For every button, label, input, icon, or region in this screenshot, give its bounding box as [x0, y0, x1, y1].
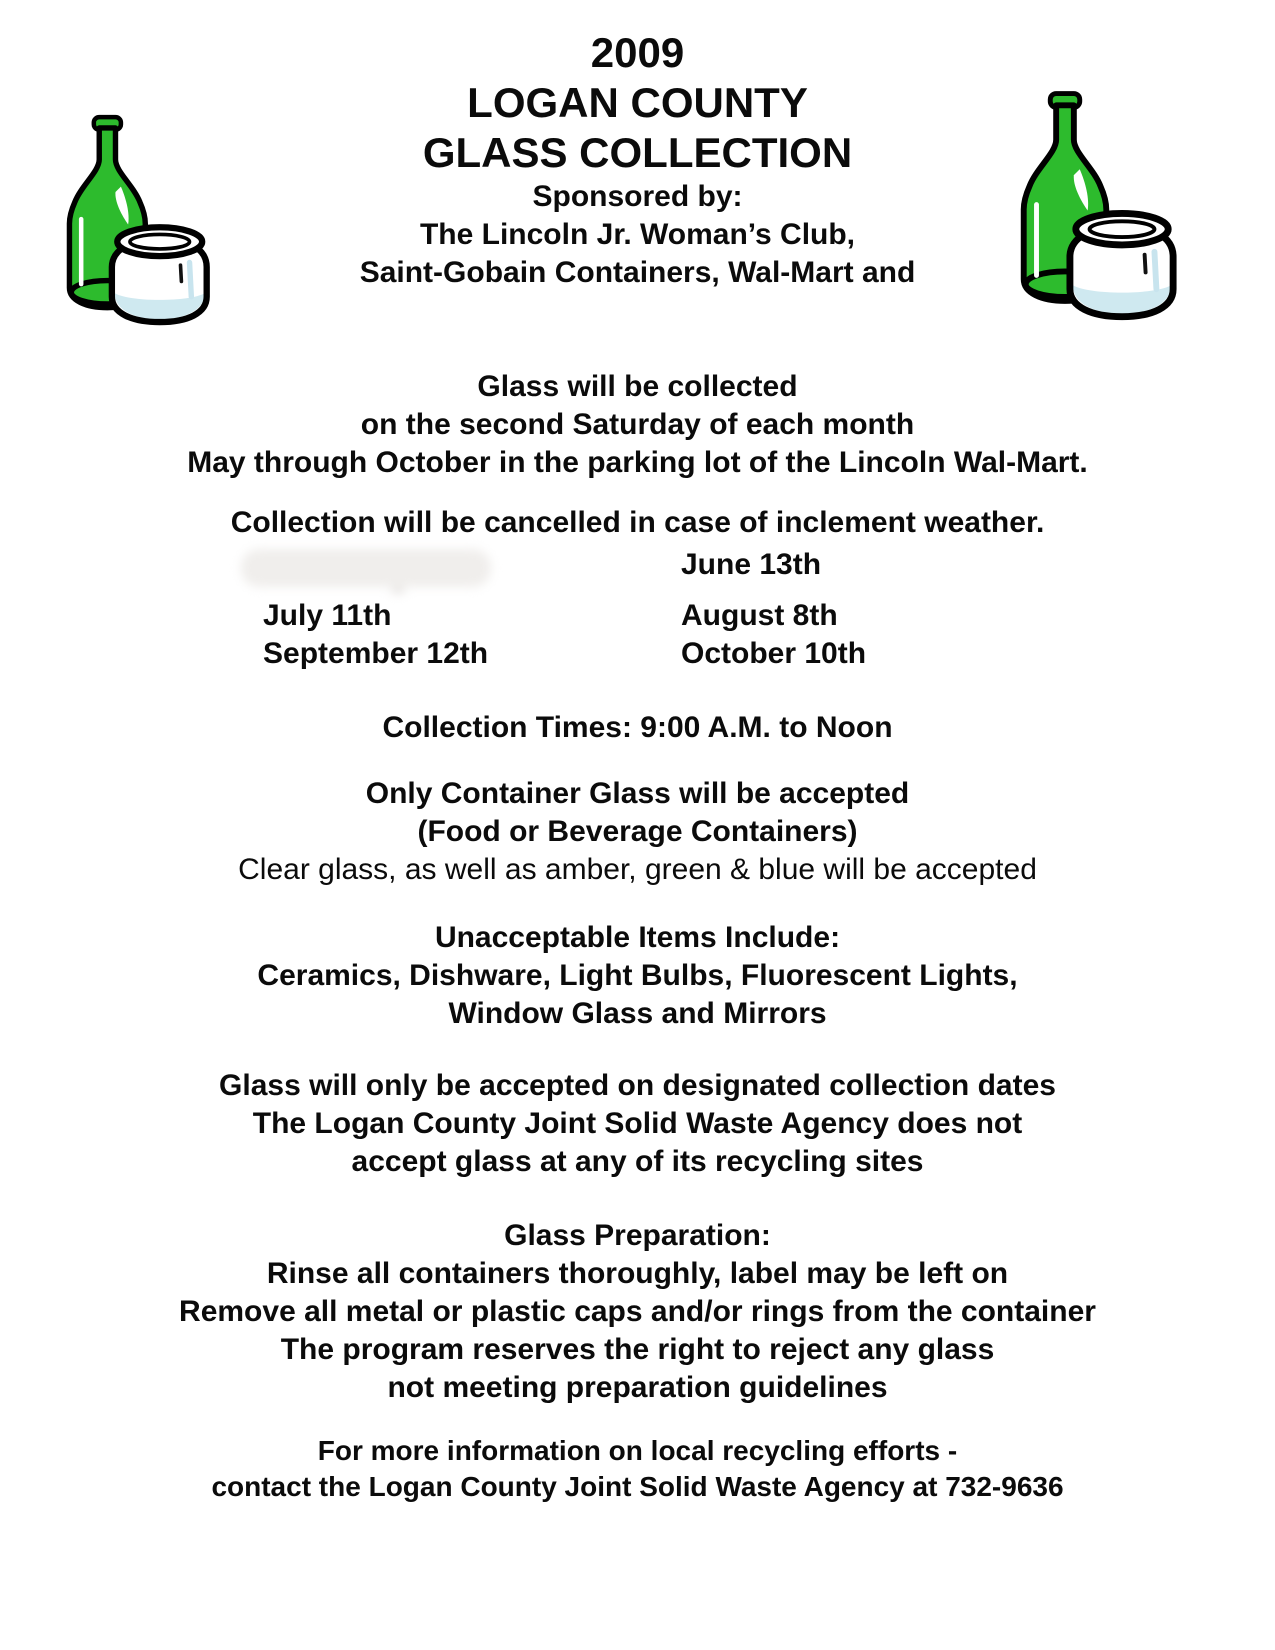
cancellation-notice [0, 504, 1275, 542]
policy-line-2: The Logan County Joint Solid Waste Agency does not [252, 1107, 1023, 1140]
schedule-line-3: May through October in the parking lot of the Lincoln Wal-Mart. [187, 446, 1088, 479]
footer-contact-block [0, 1433, 1275, 1505]
jar-highlight-dark [1145, 255, 1146, 273]
policy-line-3: accept glass at any of its recycling sites [351, 1145, 924, 1178]
date-cell-erased [263, 546, 681, 597]
date-october: October 10th [681, 637, 867, 670]
footer-line-1: For more information on local recycling efforts - [317, 1435, 958, 1466]
jar-highlight-blue [1154, 252, 1156, 289]
date-september: September 12th [263, 637, 489, 670]
accepted-note: Clear glass, as well as amber, green & blue will be accepted [238, 853, 1037, 886]
footer-line-2: contact the Logan County Joint Solid Waste Agency at 732-9636 [211, 1471, 1064, 1502]
unacceptable-items-block [0, 919, 1275, 1033]
policy-line-1: Glass will only be accepted on designated collection dates [219, 1069, 1056, 1102]
preparation-line-2: Remove all metal or plastic caps and/or rings from the container [179, 1295, 1096, 1328]
glass-bottle-jar-clipart-right [1008, 80, 1180, 342]
cancellation-line: Collection will be cancelled in case of inclement weather. [230, 506, 1045, 539]
policy-block [0, 1067, 1275, 1181]
smudge-residue-dot [391, 588, 405, 593]
accepted-glass-block [0, 775, 1275, 889]
jar-mouth-inner [130, 234, 190, 248]
jar-highlight-dark [180, 265, 181, 281]
whiteout-smudge [241, 549, 491, 587]
unacceptable-line-2: Window Glass and Mirrors [448, 997, 827, 1030]
sponsor-line-1: The Lincoln Jr. Woman’s Club, [419, 218, 856, 251]
title-year: 2009 [590, 29, 685, 76]
preparation-line-1: Rinse all containers thoroughly, label may be left on [266, 1257, 1009, 1290]
unacceptable-line-1: Ceramics, Dishware, Light Bulbs, Fluorescent Lights, [257, 959, 1018, 992]
collection-times-line: Collection Times: 9:00 A.M. to Noon [382, 711, 893, 744]
collection-dates-list [0, 546, 1275, 673]
date-row [263, 546, 1275, 597]
preparation-line-3: The program reserves the right to reject any glass [280, 1333, 995, 1366]
schedule-line-2: on the second Saturday of each month [360, 408, 915, 441]
preparation-block [0, 1217, 1275, 1407]
preparation-line-4: not meeting preparation guidelines [387, 1371, 888, 1404]
unacceptable-heading: Unacceptable Items Include: [434, 921, 841, 954]
date-row [263, 635, 1275, 673]
sponsored-by-label: Sponsored by: [532, 180, 743, 213]
sponsor-line-2: Saint-Gobain Containers, Wal-Mart and [359, 256, 916, 289]
accepted-line-2: (Food or Beverage Containers) [417, 815, 858, 848]
date-june: June 13th [681, 548, 822, 581]
glass-bottle-jar-clipart-left [55, 104, 213, 346]
title-event: GLASS COLLECTION [422, 129, 853, 176]
accepted-line-1: Only Container Glass will be accepted [365, 777, 910, 810]
title-county: LOGAN COUNTY [467, 79, 808, 126]
date-row [263, 597, 1275, 635]
jar-highlight-blue [190, 262, 192, 296]
collection-times [0, 709, 1275, 747]
date-august: August 8th [681, 599, 838, 632]
schedule-line-1: Glass will be collected [477, 370, 798, 403]
preparation-heading: Glass Preparation: [504, 1219, 771, 1252]
schedule-block [0, 368, 1275, 482]
date-july: July 11th [263, 599, 392, 632]
jar-mouth-inner [1090, 221, 1155, 237]
